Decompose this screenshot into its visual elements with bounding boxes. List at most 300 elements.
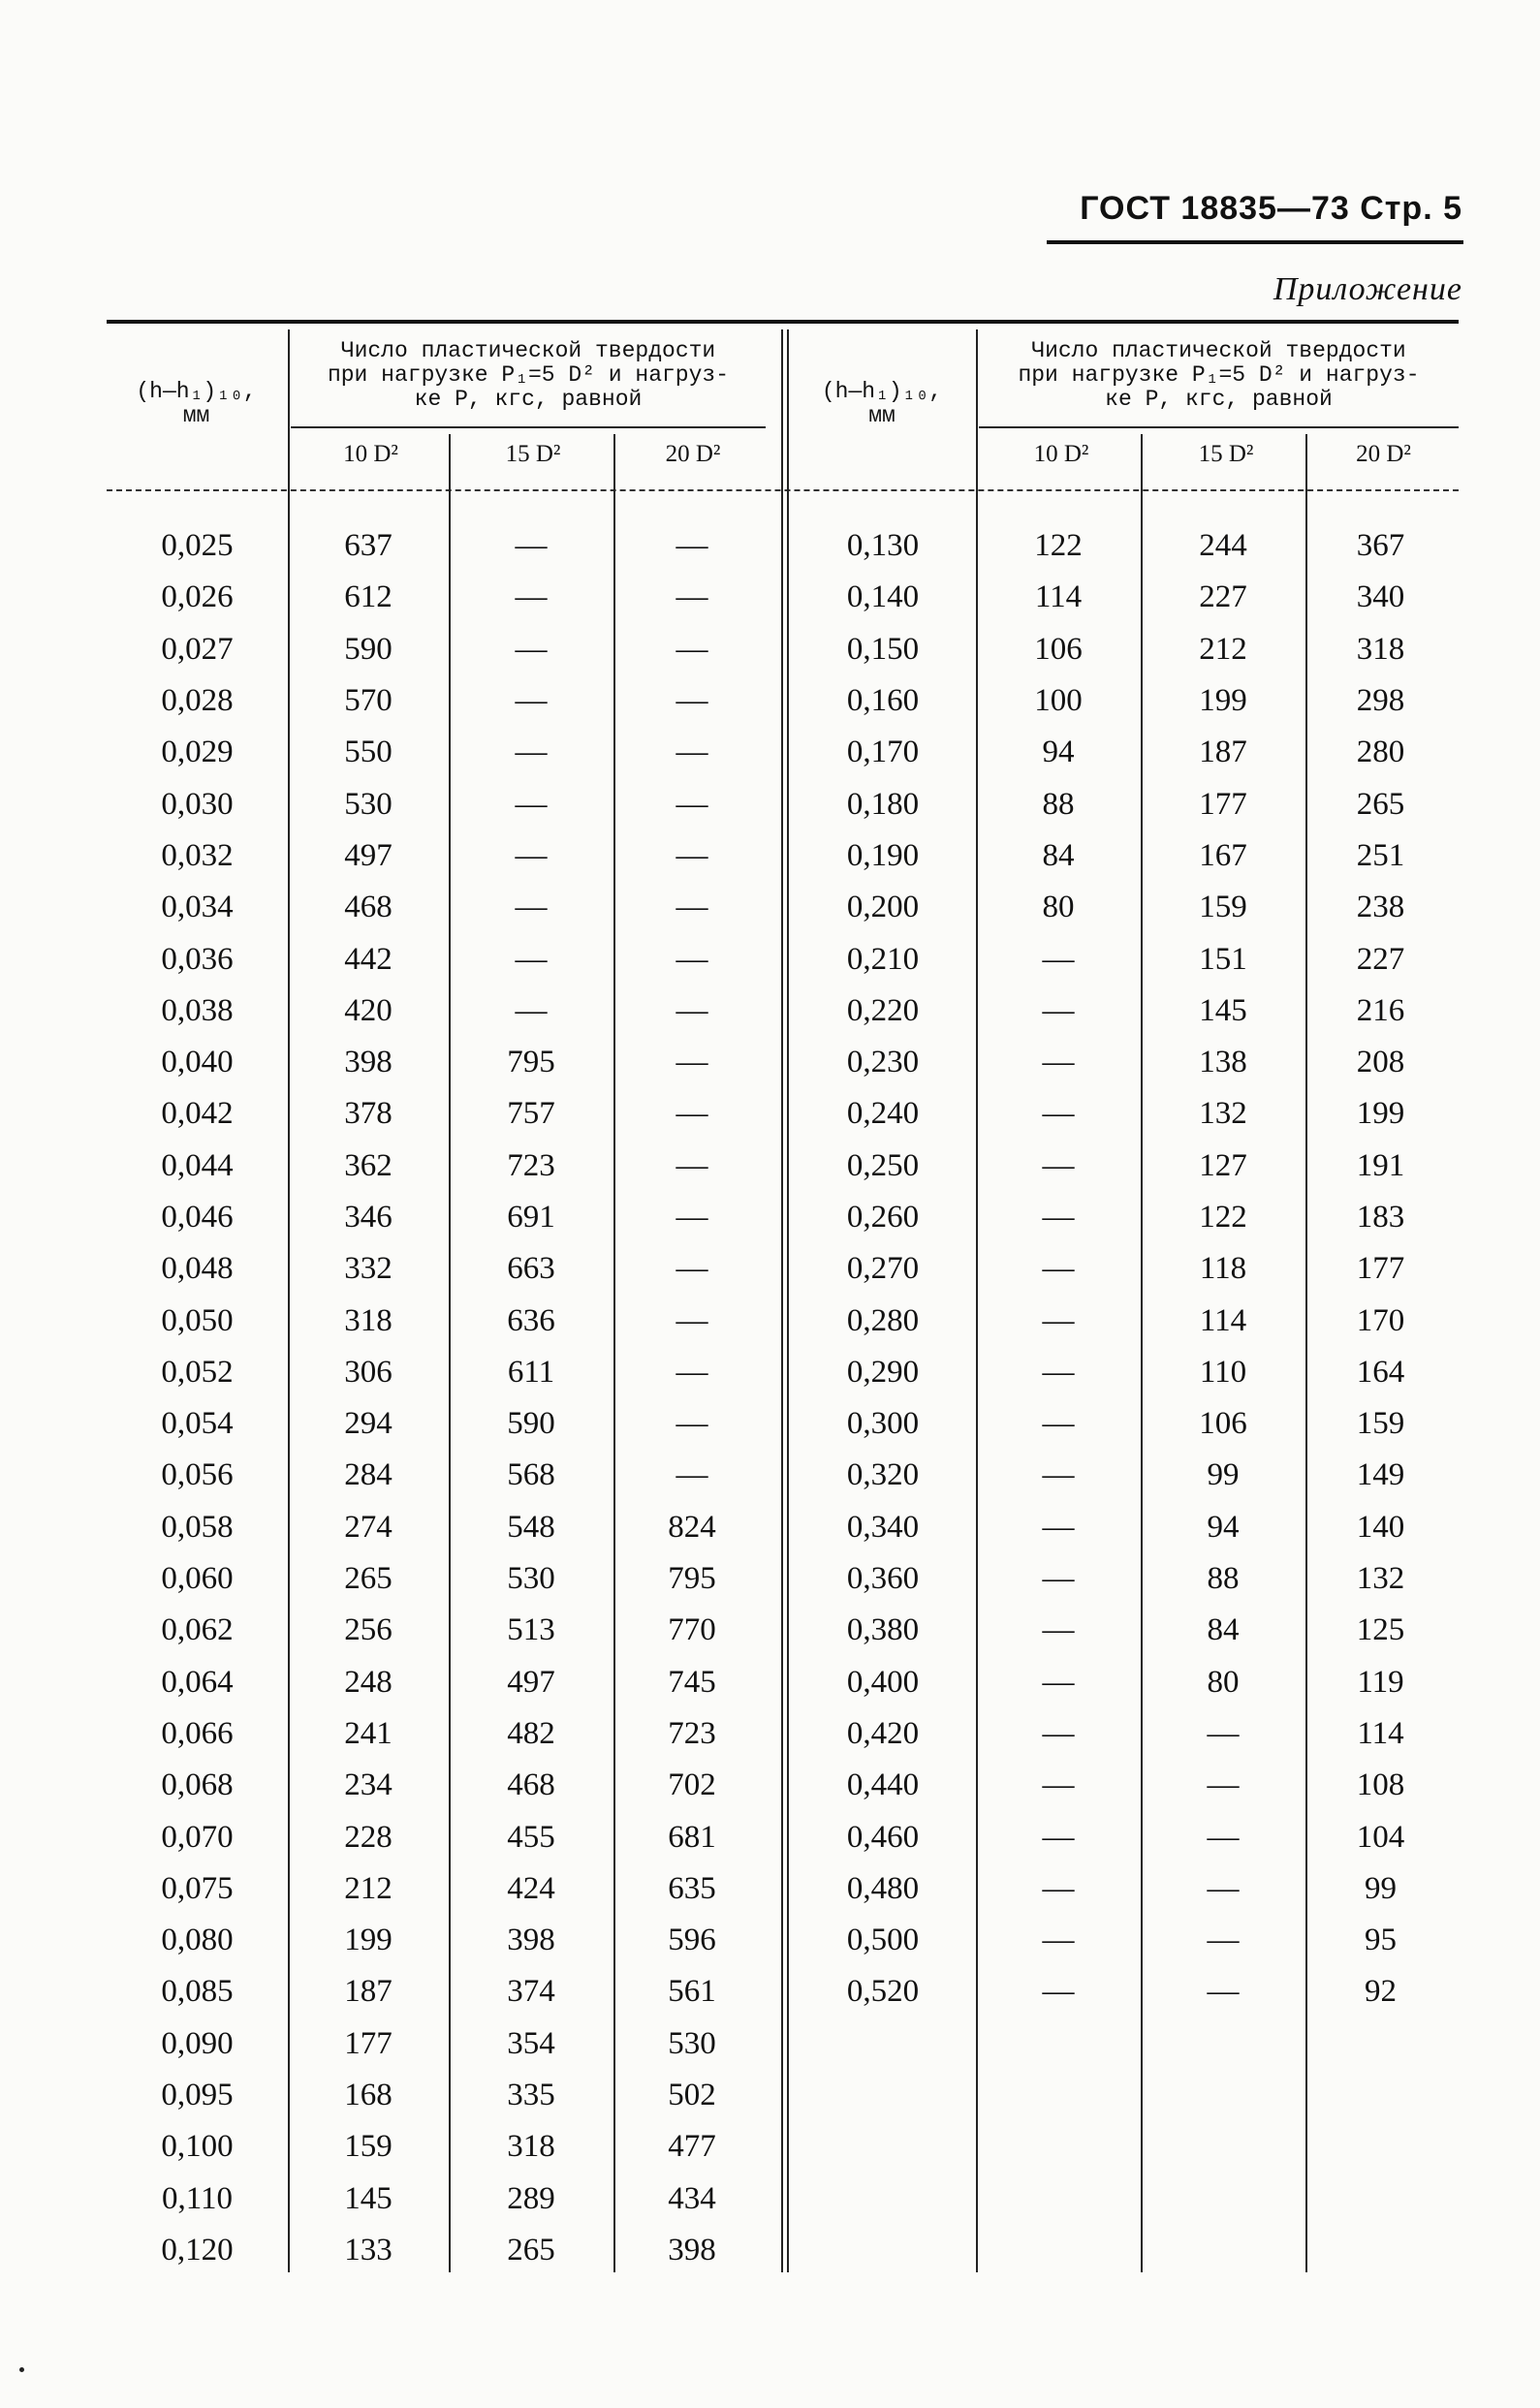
hardness-cell: 513 [507, 1612, 555, 1648]
hardness-cell: 497 [344, 837, 393, 873]
hardness-cell: — [1042, 1200, 1075, 1235]
depth-cell: 0,250 [846, 1147, 920, 1183]
table-row [107, 2225, 770, 2276]
table-row [107, 572, 770, 623]
hardness-cell: 795 [668, 1561, 716, 1597]
hardness-cell: — [1042, 1406, 1075, 1442]
depth-cell: 0,034 [161, 890, 234, 925]
hardness-cell: 127 [1199, 1147, 1247, 1183]
hardness-cell: 398 [507, 1923, 555, 1958]
hardness-cell: 132 [1199, 1096, 1247, 1132]
hardness-cell: — [515, 837, 548, 873]
depth-cell: 0,500 [846, 1923, 920, 1958]
depth-cell: 0,380 [846, 1612, 920, 1648]
hardness-cell: — [676, 1354, 708, 1390]
hardness-cell: 118 [1199, 1251, 1247, 1287]
table-row [790, 624, 1456, 675]
hardness-cell: 635 [668, 1870, 716, 1906]
table-row [107, 1657, 770, 1708]
hardness-cell: — [515, 683, 548, 719]
hardness-cell: 138 [1199, 1045, 1247, 1080]
hardness-cell: — [676, 941, 708, 977]
table-row [790, 1295, 1456, 1346]
table-row [790, 520, 1456, 572]
hardness-cell: 398 [344, 1045, 393, 1080]
hardness-cell: 468 [344, 890, 393, 925]
hardness-cell: — [676, 1457, 708, 1493]
hardness-cell: — [676, 1147, 708, 1183]
hardness-cell: — [1042, 1045, 1075, 1080]
left-key-header [107, 380, 286, 428]
table-row [790, 1192, 1456, 1243]
hardness-cell: 434 [668, 2180, 716, 2216]
hardness-cell: 691 [507, 1200, 555, 1235]
depth-cell: 0,360 [846, 1561, 920, 1597]
depth-cell: 0,340 [846, 1509, 920, 1545]
table-row [107, 2121, 770, 2173]
table-row [107, 1192, 770, 1243]
page-mark [19, 2367, 24, 2372]
hardness-cell: — [676, 837, 708, 873]
depth-cell: 0,095 [161, 2078, 234, 2113]
depth-cell: 0,190 [846, 837, 920, 873]
depth-cell: 0,140 [846, 579, 920, 615]
hardness-cell: 177 [1199, 786, 1247, 822]
hardness-cell: — [1042, 1870, 1075, 1906]
depth-cell: 0,090 [161, 2025, 234, 2061]
table-row [790, 675, 1456, 727]
hardness-cell: 318 [507, 2129, 555, 2165]
hardness-cell: 164 [1356, 1354, 1405, 1390]
hardness-cell: 145 [1199, 992, 1247, 1028]
hardness-cell: 106 [1034, 631, 1083, 667]
hardness-cell: 94 [1207, 1509, 1240, 1545]
table-row [790, 1347, 1456, 1398]
hardness-cell: — [676, 631, 708, 667]
hardness-cell: 284 [344, 1457, 393, 1493]
depth-cell: 0,050 [161, 1302, 234, 1338]
hardness-cell: 663 [507, 1251, 555, 1287]
depth-cell: 0,300 [846, 1406, 920, 1442]
hardness-cell: 256 [344, 1612, 393, 1648]
hardness-cell: 151 [1199, 941, 1247, 977]
table-row [790, 933, 1456, 985]
depth-cell: 0,025 [161, 528, 234, 564]
hardness-cell: 100 [1034, 683, 1083, 719]
hardness-cell: — [1207, 1767, 1240, 1803]
hardness-cell: — [676, 1251, 708, 1287]
hardness-cell: 187 [1199, 735, 1247, 770]
left-group-line-1: Число пластической твердости [340, 338, 716, 363]
hardness-cell: 318 [1356, 631, 1405, 667]
depth-cell: 0,280 [846, 1302, 920, 1338]
hardness-cell: 354 [507, 2025, 555, 2061]
depth-cell: 0,064 [161, 1664, 234, 1700]
hardness-cell: — [676, 1302, 708, 1338]
hardness-cell: 99 [1365, 1870, 1397, 1906]
left-table [107, 520, 770, 2276]
table-row [790, 778, 1456, 829]
hardness-cell: — [676, 786, 708, 822]
vline-4b [787, 329, 789, 2272]
hardness-cell: 227 [1356, 941, 1405, 977]
left-key-line-1: (h—h₁)₁₀, [136, 379, 257, 404]
table-row [790, 1708, 1456, 1760]
hardness-cell: 795 [507, 1045, 555, 1080]
hardness-cell: 177 [344, 2025, 393, 2061]
right-key-line-1: (h—h₁)₁₀, [821, 379, 943, 404]
table-row [790, 1450, 1456, 1501]
hardness-cell: 238 [1356, 890, 1405, 925]
hardness-cell: 590 [507, 1406, 555, 1442]
table-row [790, 572, 1456, 623]
hardness-cell: 183 [1356, 1200, 1405, 1235]
hardness-cell: — [676, 1200, 708, 1235]
hardness-cell: 745 [668, 1664, 716, 1700]
depth-cell: 0,032 [161, 837, 234, 873]
table-row [790, 1088, 1456, 1140]
table-row [790, 1553, 1456, 1605]
hardness-cell: 140 [1356, 1509, 1405, 1545]
right-sub-15: 15 D² [1198, 441, 1254, 467]
hardness-cell: 106 [1199, 1406, 1247, 1442]
table-row [107, 675, 770, 727]
table-row [107, 1088, 770, 1140]
depth-cell: 0,036 [161, 941, 234, 977]
hardness-cell: — [1042, 1147, 1075, 1183]
hardness-cell: 289 [507, 2180, 555, 2216]
hardness-cell: 99 [1207, 1457, 1240, 1493]
hardness-cell: 497 [507, 1664, 555, 1700]
hardness-cell: 114 [1357, 1715, 1404, 1751]
hardness-cell: 265 [344, 1561, 393, 1597]
hardness-cell: 442 [344, 941, 393, 977]
hardness-cell: — [1042, 1923, 1075, 1958]
hardness-cell: 114 [1199, 1302, 1247, 1338]
hardness-cell: — [1042, 1096, 1075, 1132]
hardness-cell: 590 [344, 631, 393, 667]
table-row [107, 882, 770, 933]
hardness-cell: — [676, 579, 708, 615]
hardness-cell: 170 [1356, 1302, 1405, 1338]
hardness-cell: — [1042, 941, 1075, 977]
hardness-cell: 318 [344, 1302, 393, 1338]
appendix-label: Приложение [1273, 271, 1462, 307]
hardness-cell: 362 [344, 1147, 393, 1183]
hardness-cell: — [676, 735, 708, 770]
hardness-cell: — [515, 579, 548, 615]
hardness-cell: 199 [1199, 683, 1247, 719]
hardness-cell: 568 [507, 1457, 555, 1493]
depth-cell: 0,070 [161, 1819, 234, 1855]
hardness-cell: 306 [344, 1354, 393, 1390]
table-row [107, 727, 770, 778]
depth-cell: 0,400 [846, 1664, 920, 1700]
right-key-header [790, 380, 974, 428]
hardness-cell: — [515, 941, 548, 977]
depth-cell: 0,085 [161, 1974, 234, 2010]
table-row [107, 2173, 770, 2225]
hardness-cell: 199 [344, 1923, 393, 1958]
table-row [107, 985, 770, 1037]
depth-cell: 0,044 [161, 1147, 234, 1183]
table-row [790, 1966, 1456, 2017]
table-row [107, 520, 770, 572]
hardness-cell: 251 [1356, 837, 1405, 873]
depth-cell: 0,029 [161, 735, 234, 770]
hardness-cell: 88 [1207, 1561, 1240, 1597]
hardness-cell: 241 [344, 1715, 393, 1751]
right-group-line-2: при нагрузке P₁=5 D² и нагруз- [1018, 362, 1420, 388]
right-group-line-3: ке P, кгс, равной [1105, 387, 1333, 412]
table-row [107, 778, 770, 829]
hardness-cell: 332 [344, 1251, 393, 1287]
depth-cell: 0,270 [846, 1251, 920, 1287]
table-row [790, 727, 1456, 778]
table-row [790, 1863, 1456, 1915]
hardness-cell: 636 [507, 1302, 555, 1338]
hardness-cell: 502 [668, 2078, 716, 2113]
page-header: ГОСТ 18835—73 Стр. 5 [1080, 190, 1462, 227]
hardness-cell: 149 [1356, 1457, 1405, 1493]
depth-cell: 0,120 [161, 2232, 234, 2267]
hardness-cell: 681 [668, 1819, 716, 1855]
hardness-cell: 530 [668, 2025, 716, 2061]
hardness-cell: — [1042, 1767, 1075, 1803]
table-row [107, 1037, 770, 1088]
table-row [790, 1811, 1456, 1862]
hardness-cell: 234 [344, 1767, 393, 1803]
depth-cell: 0,180 [846, 786, 920, 822]
hardness-cell: — [676, 683, 708, 719]
hardness-cell: 187 [344, 1974, 393, 2010]
hardness-cell: 274 [344, 1509, 393, 1545]
hardness-cell: — [676, 1406, 708, 1442]
hardness-cell: — [676, 890, 708, 925]
hardness-cell: 167 [1199, 837, 1247, 873]
hardness-cell: 84 [1042, 837, 1075, 873]
hardness-cell: 80 [1042, 890, 1075, 925]
depth-cell: 0,027 [161, 631, 234, 667]
hardness-cell: 298 [1356, 683, 1405, 719]
hardness-cell: 335 [507, 2078, 555, 2113]
hardness-cell: — [676, 1096, 708, 1132]
depth-cell: 0,054 [161, 1406, 234, 1442]
hardness-cell: — [1042, 1302, 1075, 1338]
hardness-cell: 702 [668, 1767, 716, 1803]
table-row [107, 1811, 770, 1862]
hardness-cell: 468 [507, 1767, 555, 1803]
hardness-cell: 482 [507, 1715, 555, 1751]
hardness-cell: 94 [1042, 735, 1075, 770]
hardness-cell: 561 [668, 1974, 716, 2010]
depth-cell: 0,062 [161, 1612, 234, 1648]
table-row [107, 933, 770, 985]
table-row [107, 1347, 770, 1398]
hardness-cell: 119 [1357, 1664, 1404, 1700]
table-row [107, 1141, 770, 1192]
depth-cell: 0,460 [846, 1819, 920, 1855]
hardness-cell: 770 [668, 1612, 716, 1648]
table-row [107, 1863, 770, 1915]
hardness-cell: — [676, 528, 708, 564]
table-row [107, 1915, 770, 1966]
hardness-cell: 280 [1356, 735, 1405, 770]
hardness-cell: — [1042, 1561, 1075, 1597]
hardness-cell: 84 [1207, 1612, 1240, 1648]
depth-cell: 0,170 [846, 735, 920, 770]
depth-cell: 0,028 [161, 683, 234, 719]
hardness-cell: 548 [507, 1509, 555, 1545]
table-row [790, 882, 1456, 933]
hardness-cell: 199 [1356, 1096, 1405, 1132]
hardness-cell: 477 [668, 2129, 716, 2165]
hardness-cell: 424 [507, 1870, 555, 1906]
hardness-cell: 757 [507, 1096, 555, 1132]
table-row [107, 1605, 770, 1656]
hardness-cell: 723 [507, 1147, 555, 1183]
hardness-cell: 110 [1199, 1354, 1247, 1390]
table-row [790, 1243, 1456, 1295]
hardness-cell: 455 [507, 1819, 555, 1855]
hardness-cell: 92 [1365, 1974, 1397, 2010]
table-row [790, 1760, 1456, 1811]
hardness-cell: 596 [668, 1923, 716, 1958]
hardness-cell: — [1042, 1457, 1075, 1493]
hardness-cell: — [1042, 992, 1075, 1028]
left-sub-15: 15 D² [505, 441, 561, 467]
hardness-cell: — [1207, 1870, 1240, 1906]
right-group-header [979, 339, 1459, 412]
hardness-cell: 80 [1207, 1664, 1240, 1700]
hardness-cell: 227 [1199, 579, 1247, 615]
hardness-cell: 159 [1199, 890, 1247, 925]
table-row [107, 624, 770, 675]
right-group-line-1: Число пластической твердости [1031, 338, 1406, 363]
hardness-cell: 228 [344, 1819, 393, 1855]
table-row [107, 1450, 770, 1501]
depth-cell: 0,030 [161, 786, 234, 822]
table-row [790, 1502, 1456, 1553]
hardness-cell: 367 [1356, 528, 1405, 564]
hardness-cell: 145 [344, 2180, 393, 2216]
depth-cell: 0,130 [846, 528, 920, 564]
hardness-cell: 340 [1356, 579, 1405, 615]
table-row [107, 830, 770, 882]
depth-cell: 0,058 [161, 1509, 234, 1545]
depth-cell: 0,290 [846, 1354, 920, 1390]
hardness-cell: 95 [1365, 1923, 1397, 1958]
table-row [790, 1037, 1456, 1088]
hardness-cell: 216 [1356, 992, 1405, 1028]
depth-cell: 0,230 [846, 1045, 920, 1080]
depth-cell: 0,160 [846, 683, 920, 719]
table-row [790, 1657, 1456, 1708]
hardness-cell: 294 [344, 1406, 393, 1442]
table-row [107, 1708, 770, 1760]
hardness-cell: 530 [344, 786, 393, 822]
hardness-cell: — [1207, 1923, 1240, 1958]
hardness-cell: — [1042, 1354, 1075, 1390]
depth-cell: 0,042 [161, 1096, 234, 1132]
hardness-cell: 159 [344, 2129, 393, 2165]
table-row [107, 1502, 770, 1553]
hardness-cell: — [1042, 1664, 1075, 1700]
hardness-cell: 374 [507, 1974, 555, 2010]
hardness-cell: 132 [1356, 1561, 1405, 1597]
hardness-cell: 420 [344, 992, 393, 1028]
table-row [790, 1141, 1456, 1192]
depth-cell: 0,060 [161, 1561, 234, 1597]
table-top-rule [107, 320, 1459, 324]
depth-cell: 0,048 [161, 1251, 234, 1287]
hardness-cell: 168 [344, 2078, 393, 2113]
hardness-cell: 248 [344, 1664, 393, 1700]
depth-cell: 0,052 [161, 1354, 234, 1390]
right-sub-10: 10 D² [1033, 441, 1089, 467]
table-row [107, 1295, 770, 1346]
depth-cell: 0,066 [161, 1715, 234, 1751]
depth-cell: 0,480 [846, 1870, 920, 1906]
left-group-line-3: ке P, кгс, равной [414, 387, 643, 412]
depth-cell: 0,038 [161, 992, 234, 1028]
table-row [107, 1966, 770, 2017]
hardness-cell: 824 [668, 1509, 716, 1545]
depth-cell: 0,440 [846, 1767, 920, 1803]
depth-cell: 0,320 [846, 1457, 920, 1493]
hardness-cell: — [1207, 1974, 1240, 2010]
header-rule [1047, 240, 1463, 244]
hardness-cell: 265 [507, 2232, 555, 2267]
right-key-line-2: мм [868, 403, 896, 428]
hardness-cell: — [1207, 1715, 1240, 1751]
hardness-cell: 191 [1356, 1147, 1405, 1183]
hardness-cell: — [515, 786, 548, 822]
hardness-cell: 637 [344, 528, 393, 564]
hardness-cell: — [1042, 1974, 1075, 2010]
left-group-header [291, 339, 766, 412]
table-row [790, 985, 1456, 1037]
left-sub-10: 10 D² [343, 441, 398, 467]
hardness-cell: 133 [344, 2232, 393, 2267]
left-subheader-rule [291, 426, 766, 428]
depth-cell: 0,150 [846, 631, 920, 667]
depth-cell: 0,056 [161, 1457, 234, 1493]
hardness-cell: 212 [1199, 631, 1247, 667]
depth-cell: 0,100 [161, 2129, 234, 2165]
hardness-cell: — [1042, 1819, 1075, 1855]
hardness-cell: 550 [344, 735, 393, 770]
hardness-cell: 125 [1356, 1612, 1405, 1648]
hardness-cell: 88 [1042, 786, 1075, 822]
table-row [107, 2018, 770, 2070]
depth-cell: 0,420 [846, 1715, 920, 1751]
hardness-cell: 244 [1199, 528, 1247, 564]
hardness-cell: — [1042, 1612, 1075, 1648]
left-group-line-2: при нагрузке P₁=5 D² и нагруз- [327, 362, 730, 388]
hardness-cell: 346 [344, 1200, 393, 1235]
hardness-cell: — [1207, 1819, 1240, 1855]
hardness-cell: 122 [1034, 528, 1083, 564]
hardness-cell: 611 [507, 1354, 555, 1390]
hardness-cell: 159 [1356, 1406, 1405, 1442]
hardness-cell: 208 [1356, 1045, 1405, 1080]
depth-cell: 0,075 [161, 1870, 234, 1906]
hardness-cell: 723 [668, 1715, 716, 1751]
left-sub-20: 20 D² [665, 441, 721, 467]
hardness-cell: — [676, 992, 708, 1028]
depth-cell: 0,220 [846, 992, 920, 1028]
